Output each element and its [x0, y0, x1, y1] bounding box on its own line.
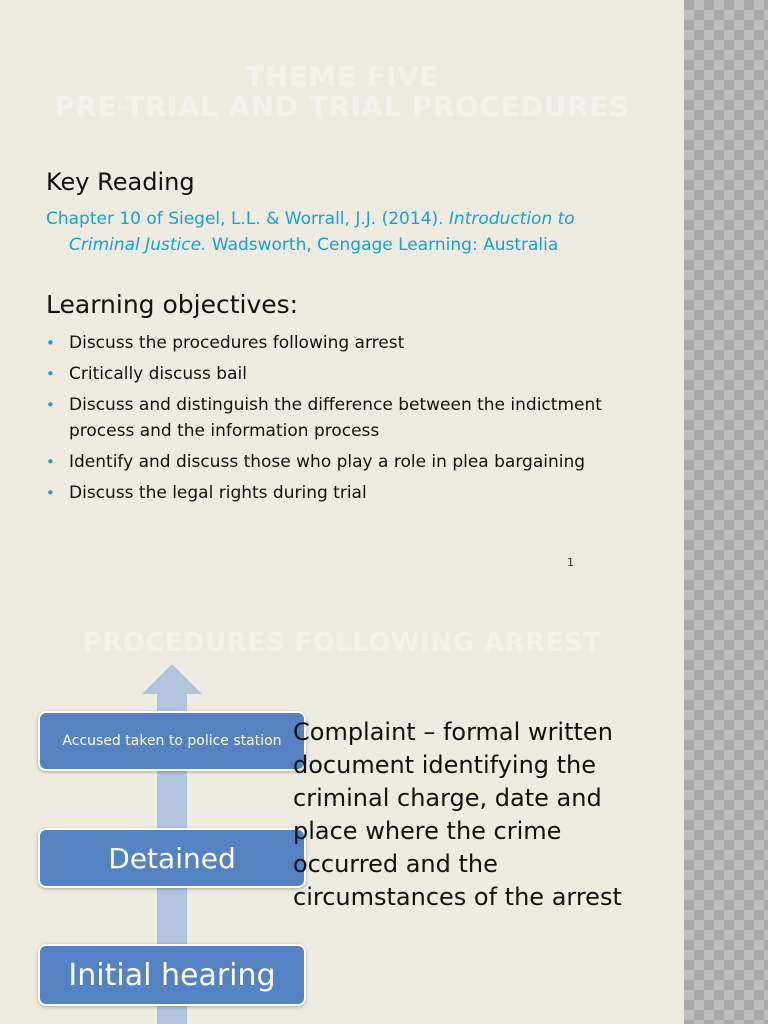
step-box-police-station: Accused taken to police station [38, 711, 306, 771]
key-reading-heading: Key Reading [46, 168, 195, 196]
objective-text: Discuss the procedures following arrest [69, 333, 405, 353]
objective-item [46, 330, 606, 356]
decorative-side-pattern [684, 0, 768, 1024]
objective-item [46, 480, 606, 506]
objective-text: Discuss and distinguish the difference between the indictment process and the information process [69, 395, 602, 441]
citation-book-title: Introduction to Criminal Justice. [69, 209, 575, 255]
key-reading-citation [46, 206, 649, 258]
step-box-initial-hearing: Initial hearing [38, 944, 306, 1006]
page-number: 1 [567, 556, 574, 569]
objective-item [46, 361, 606, 387]
bullet-icon: • [46, 396, 55, 414]
objective-item [46, 449, 606, 475]
title-line-2: PRE-TRIAL AND TRIAL PROCEDURES [54, 90, 630, 123]
learning-objectives-heading: Learning objectives: [46, 290, 299, 319]
step-box-detained: Detained [38, 828, 306, 888]
complaint-definition: Complaint – formal written document identifying the criminal charge, date and place where the crime occurred and the circumstances of the arrest [293, 718, 622, 911]
bullet-icon: • [46, 453, 55, 471]
citation-suffix: Wadsworth, Cengage Learning: Australia [206, 235, 559, 255]
objectives-list [46, 330, 606, 511]
objective-text: Critically discuss bail [69, 364, 247, 384]
objective-text: Discuss the legal rights during trial [69, 483, 367, 503]
slide2-title: PROCEDURES FOLLOWING ARREST [82, 628, 602, 658]
objective-text: Identify and discuss those who play a role in plea bargaining [69, 452, 586, 472]
objective-item [46, 392, 606, 444]
citation-prefix: Chapter 10 of Siegel, L.L. & Worrall, J.J. (2014). [46, 209, 444, 229]
title-line-1: THEME FIVE [245, 60, 439, 93]
slide-title [20, 62, 664, 122]
bullet-icon: • [46, 334, 55, 352]
bullet-icon: • [46, 484, 55, 502]
bullet-icon: • [46, 365, 55, 383]
